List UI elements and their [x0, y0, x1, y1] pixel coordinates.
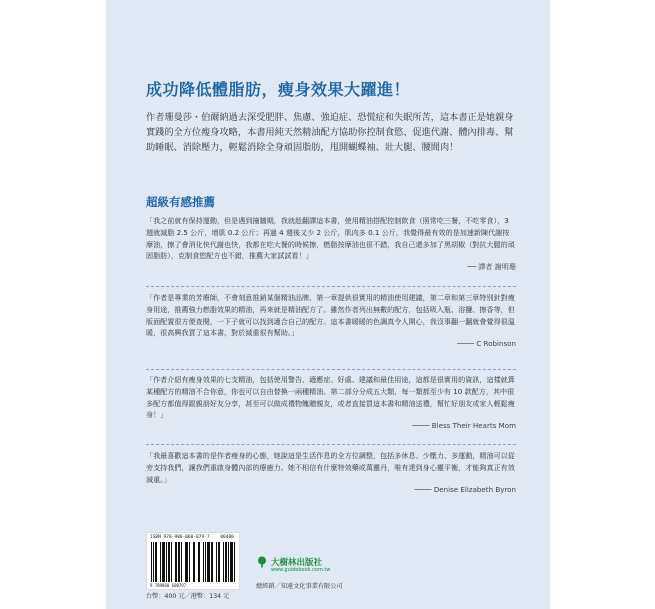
review-4: [146, 450, 516, 496]
isbn-label: [150, 535, 234, 540]
price-label: 台幣：400 元／港幣：134 元: [146, 593, 230, 600]
barcode-digits: 9 789860 600797: [150, 583, 187, 588]
review-divider: [146, 369, 516, 370]
barcode: [146, 532, 240, 590]
headline: 成功降低體脂肪，瘦身效果大躍進！: [146, 80, 411, 99]
intro-paragraph: 作者珊曼莎・伯爾納過去深受肥胖、焦慮、強迫症、恐慌症和失眠所苦，這本書正是她親身實踐的全方位瘦身攻略，本書用純天然精油配方協助你控制食慾、促進代謝、體內排毒、幫助睡眠、消除壓力，輕鬆消除全身頑固脂肪，甩開蝴蝶袖、壯大腿、腰間肉！: [146, 112, 514, 153]
review-divider: [146, 286, 516, 287]
barcode-bars: [151, 542, 235, 582]
distributor-label: 總經銷／知遠文化事業有限公司: [256, 583, 343, 590]
review-author: ── 譯者 謝明珊: [467, 262, 516, 272]
review-author: ──── Denise Elizabeth Byron: [414, 485, 516, 495]
review-text: 「我最喜歡這本書的是作者瘦身的心態，她說這是生活作息的全方位調整，包括多休息、少壓力、多運動，精油可以從旁支持我們，讓我們重啟身體內部的療癒力。她不相信有什麼特效藥或萬靈丹，唯有達到身心靈平衡，才能夠真正有效減重。」: [146, 451, 515, 484]
isbn-number: ISBN 978-986-060-079-7: [150, 535, 210, 540]
review-divider: [146, 444, 516, 445]
publisher-url: www.guidebook.com.tw: [271, 567, 331, 573]
review-text: 「作者是專業的芳療師，不會刻意推銷某個精油品牌，第一章提供很實用的精油使用建議，第二章和第三章特別針對瘦身用途，推薦強力燃脂效果的精油，再來就是精油配方了。雖然作者列出無數的配方，包括吸入瓶、浴鹽、擦香等，但版面配置很方便查閱，一下子就可以找到適合自己的配方。這本書暖暖的色調真令人開心，我沒事翻一翻就會覺得很溫暖，很高興我買了這本書，對於減重很有幫助。」: [146, 293, 515, 338]
review-3: [146, 374, 516, 432]
price-code: 00400: [220, 535, 234, 540]
review-author: ──── C Robinson: [457, 339, 516, 349]
review-author: ──── Bless Their Hearts Mom: [412, 421, 516, 431]
review-text: 「作者介紹有瘦身效果的七支精油，包括使用警告、適應症、好處、建議和最佳用途，這都是很實用的資訊，這樣就算某種配方的精油不合你意，你也可以自由替換一兩種精油。第二部分分成五大類，每一類都至少有 10 款配方，其中很多配方都值得跟親朋好友分享，甚至可以做成禮物餽贈親友，或者直接買這本書和精油送禮，幫忙好朋友或家人輕鬆瘦身！」: [146, 375, 515, 420]
recommendation-section-title: 超級有感推薦: [146, 195, 215, 209]
publisher-name: 大樹林出版社: [271, 558, 323, 568]
review-text: 「我之前就有保持運動，但是遇到撞牆期，我就趁翻譯這本書，使用精油搭配控制飲食（照常吃三餐，不吃零食），3 週就減脂 2.5 公斤，增肌 0.2 公斤；再過 4 週後又少 2 公斤，肌肉多 0.1 公斤，我覺得最有效的是加速新陳代謝按摩油，擦了會消化快代謝也快，我都在吃大餐的時候擦，燃脂按摩油也很不錯，我自己還多加了黑胡椒（對抗大腿的頑固脂肪），克制食慾配方也不錯，推薦大家試試看！」: [146, 216, 515, 261]
review-2: [146, 292, 516, 350]
review-1: [146, 215, 516, 273]
tree-logo-icon: [256, 556, 268, 568]
